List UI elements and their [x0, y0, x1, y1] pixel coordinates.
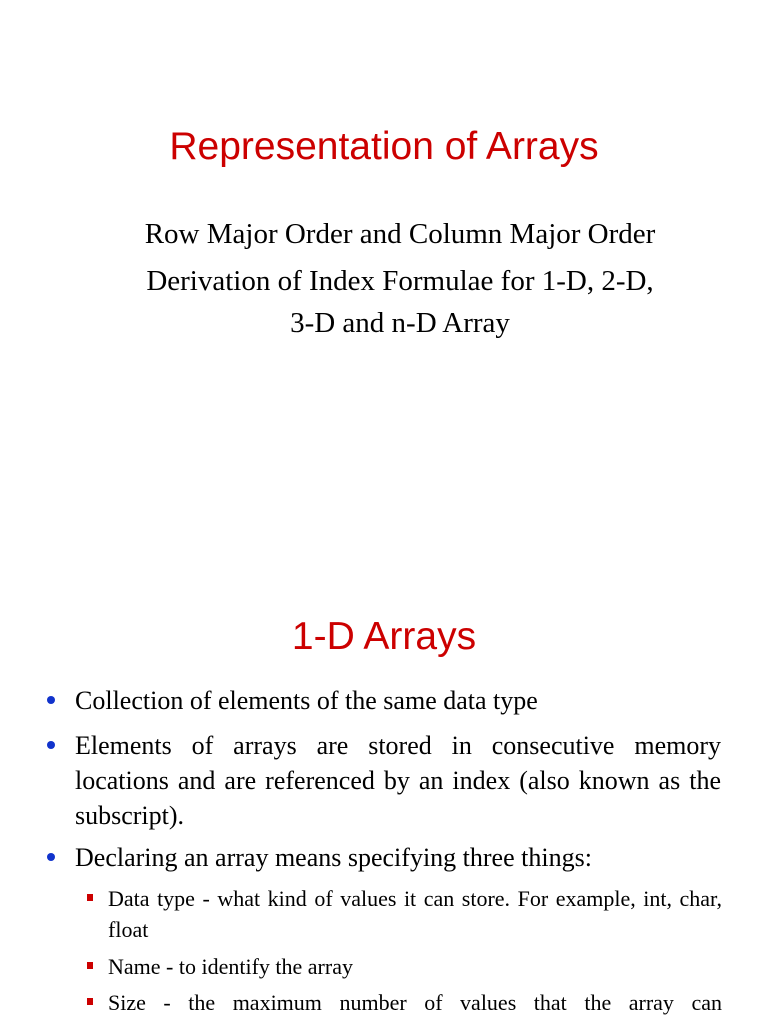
bullet-item: [75, 728, 721, 833]
bullet-item: [75, 840, 721, 875]
subtitle-line: 3-D and n-D Array: [290, 307, 510, 339]
bullet-dot-icon: [47, 741, 55, 749]
square-bullet-icon: [87, 998, 93, 1005]
sub-bullet-item: [108, 951, 722, 982]
slide-title: 1-D Arrays: [291, 615, 477, 658]
sub-bullet-item: [108, 987, 722, 1018]
sub-bullet-text: Name - to identify the array: [108, 954, 353, 979]
sub-bullet-text: Data type - what kind of values it can store. For example, int, char, float: [108, 886, 722, 942]
bullet-dot-icon: [47, 853, 55, 861]
square-bullet-icon: [87, 894, 93, 901]
bullet-dot-icon: [47, 696, 55, 704]
square-bullet-icon: [87, 962, 93, 969]
subtitle-line: Row Major Order and Column Major Order: [144, 218, 656, 250]
bullet-text: Declaring an array means specifying three things:: [75, 843, 592, 872]
sub-bullet-item: [108, 883, 722, 945]
sub-bullet-text: Size - the maximum number of values that the array can: [108, 990, 722, 1015]
bullet-item: [75, 683, 721, 718]
bullet-text: Elements of arrays are stored in consecutive memory locations and are referenced by an index (also known as the subscript).: [75, 731, 721, 830]
subtitle-line: Derivation of Index Formulae for 1-D, 2-D,: [146, 265, 654, 297]
bullet-text: Collection of elements of the same data type: [75, 686, 538, 715]
slide-title: Representation of Arrays: [169, 125, 599, 168]
